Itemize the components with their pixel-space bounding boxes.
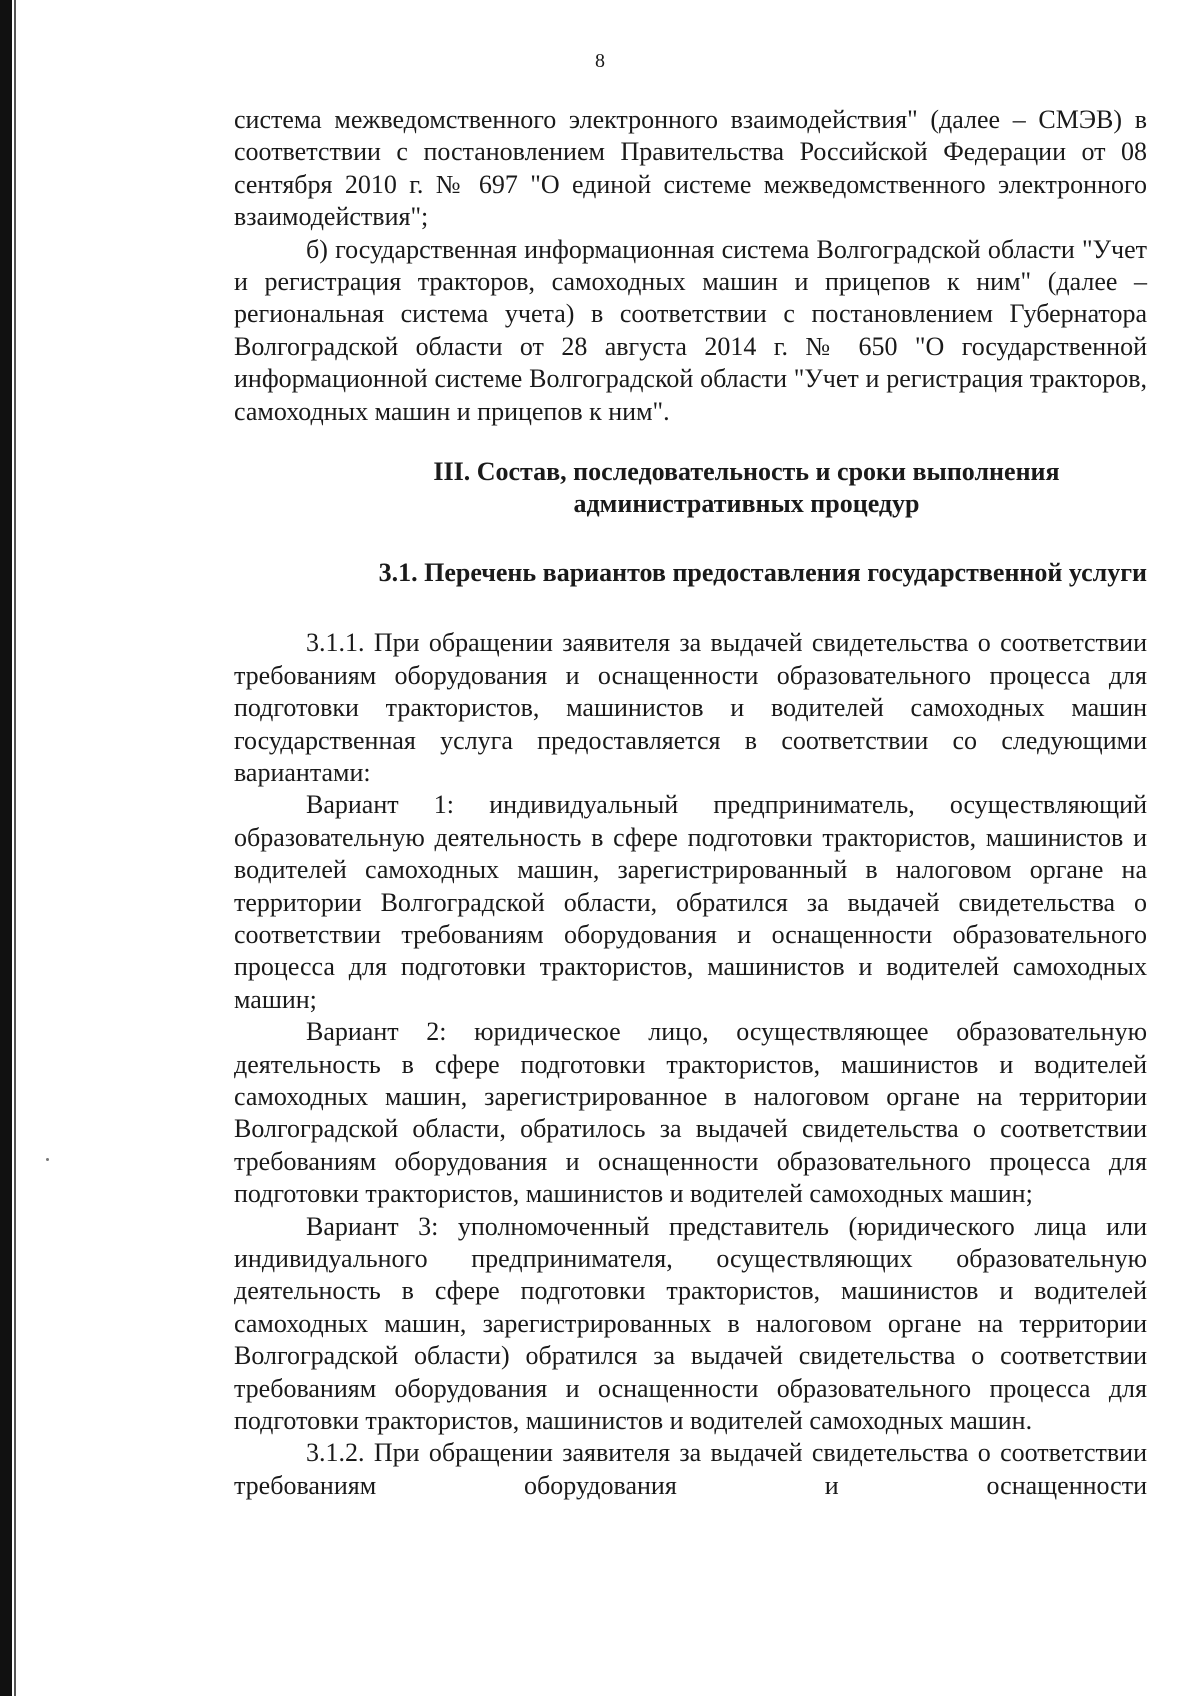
document-body — [234, 104, 1147, 1502]
section-heading — [234, 456, 1147, 521]
scan-edge-line — [14, 0, 16, 1696]
paragraph-variant-3: Вариант 3: уполномоченный представитель (юридического лица или индивидуального предпринимателя, осуществляющих образовательную деятельность в сфере подготовки трактористов, машинистов и водителей самоходных машин, зарегистрированных в налоговом органе на территории Волгоградской области) обратился за выдачей свидетельства о соответствии требованиям оборудования и оснащенности образовательного процесса для подготовки трактористов, машинистов и водителей самоходных машин. — [234, 1211, 1147, 1436]
paragraph-variant-2: Вариант 2: юридическое лицо, осуществляющее образовательную деятельность в сфере подготовки трактористов, машинистов и водителей самоходных машин, зарегистрированное в налоговом органе на территории Волгоградской области, обратилось за выдачей свидетельства о соответствии требованиям оборудования и оснащенности образовательного процесса для подготовки трактористов, машинистов и водителей самоходных машин; — [234, 1017, 1147, 1209]
paragraph-3-1-1: 3.1.1. При обращении заявителя за выдачей свидетельства о соответствии требованиям оборудования и оснащенности образовательного процесса для подготовки трактористов, машинистов и водителей самоходных машин государственная услуга предоставляется в соответствии со следующими вариантами: — [234, 628, 1147, 787]
paragraph-smev: система межведомственного электронного взаимодействия" (далее – СМЭВ) в соответствии с постановлением Правительства Российской Федерации от 08 сентября 2010 г. № 697 "О единой системе межведомственного электронного взаимодействия"; — [234, 105, 1147, 232]
paragraph-regional-system: б) государственная информационная система Волгоградской области "Учет и регистрация тракторов, самоходных машин и прицепов к ним" (далее – региональная система учета) в соответствии с постановлением Губернатора Волгоградской области от 28 августа 2014 г. № 650 "О государственной информационной системе Волгоградской области "Учет и регистрация тракторов, самоходных машин и прицепов к ним". — [234, 234, 1147, 426]
section-heading-line-1: III. Состав, последовательность и сроки выполнения — [433, 457, 1060, 487]
section-heading-line-2: административных процедур — [573, 489, 920, 519]
paragraph-variant-1: Вариант 1: индивидуальный предприниматель, осуществляющий образовательную деятельность в сфере подготовки трактористов, машинистов и водителей самоходных машин, зарегистрированный в налоговом органе на территории Волгоградской области, обратился за выдачей свидетельства о соответствии требованиям оборудования и оснащенности образовательного процесса для подготовки трактористов, машинистов и водителей самоходных машин; — [234, 790, 1147, 1014]
paragraph-3-1-2: 3.1.2. При обращении заявителя за выдачей свидетельства о соответствии требованиям оборудования и оснащенности — [234, 1438, 1147, 1500]
subsection-heading: 3.1. Перечень вариантов предоставления государственной услуги — [378, 557, 1147, 587]
scan-edge-shadow — [0, 0, 12, 1696]
page-number: 8 — [595, 50, 605, 72]
scan-speck — [46, 1158, 49, 1161]
